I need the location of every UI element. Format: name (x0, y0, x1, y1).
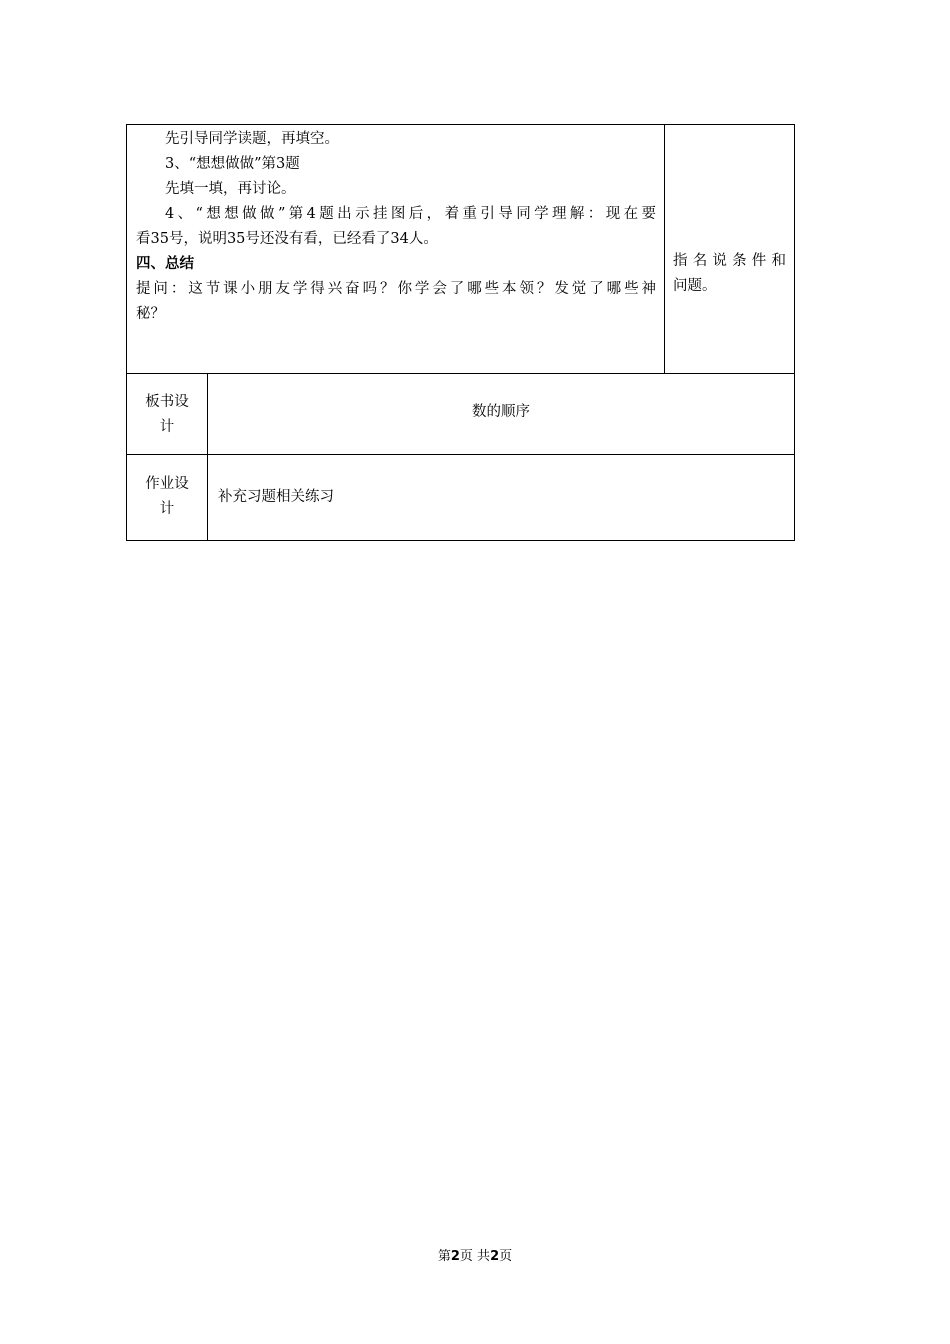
homework-design-label-line-1: 作业设 (145, 476, 189, 492)
footer-total-pages: 2 (490, 1249, 500, 1264)
step-line-5: 看35号，说明35号还没有看，已经看了34人。 (136, 231, 438, 247)
side-note-line-2: 问题。 (673, 278, 717, 294)
homework-design-row (126, 454, 795, 541)
board-design-content: 数的顺序 (472, 404, 530, 420)
step-line-3: 先填一填，再讨论。 (165, 181, 296, 197)
footer-current-page: 2 (450, 1249, 460, 1264)
section-heading-summary: 四、总结 (136, 256, 194, 272)
page-footer (0, 1248, 950, 1266)
homework-design-label (127, 455, 208, 540)
side-note-line-1: 指名说条件和 (673, 253, 786, 269)
side-note-column (665, 125, 794, 373)
homework-design-label-line-2: 计 (159, 501, 175, 517)
lesson-steps-block (126, 124, 795, 374)
summary-line-1: 提问：这节课小朋友学得兴奋吗？你学会了哪些本领？发觉了哪些神 (136, 281, 656, 297)
step-line-1: 先引导同学读题，再填空。 (165, 131, 339, 147)
step-line-2: 3、“想想做做”第3题 (165, 156, 300, 172)
board-design-row (126, 374, 795, 455)
footer-prefix: 第 (437, 1249, 451, 1264)
board-design-label-line-1: 板书设 (145, 394, 189, 410)
board-design-label (127, 374, 208, 454)
board-design-label-line-2: 计 (159, 419, 175, 435)
footer-suffix: 页 (499, 1249, 513, 1264)
lesson-steps-content (127, 125, 665, 373)
footer-middle: 页 共 (459, 1249, 491, 1264)
summary-line-2: 秘？ (136, 306, 165, 322)
homework-design-content: 补充习题相关练习 (218, 489, 334, 505)
step-line-4: 4、“想想做做”第4题出示挂图后，着重引导同学理解：现在要 (165, 206, 656, 222)
